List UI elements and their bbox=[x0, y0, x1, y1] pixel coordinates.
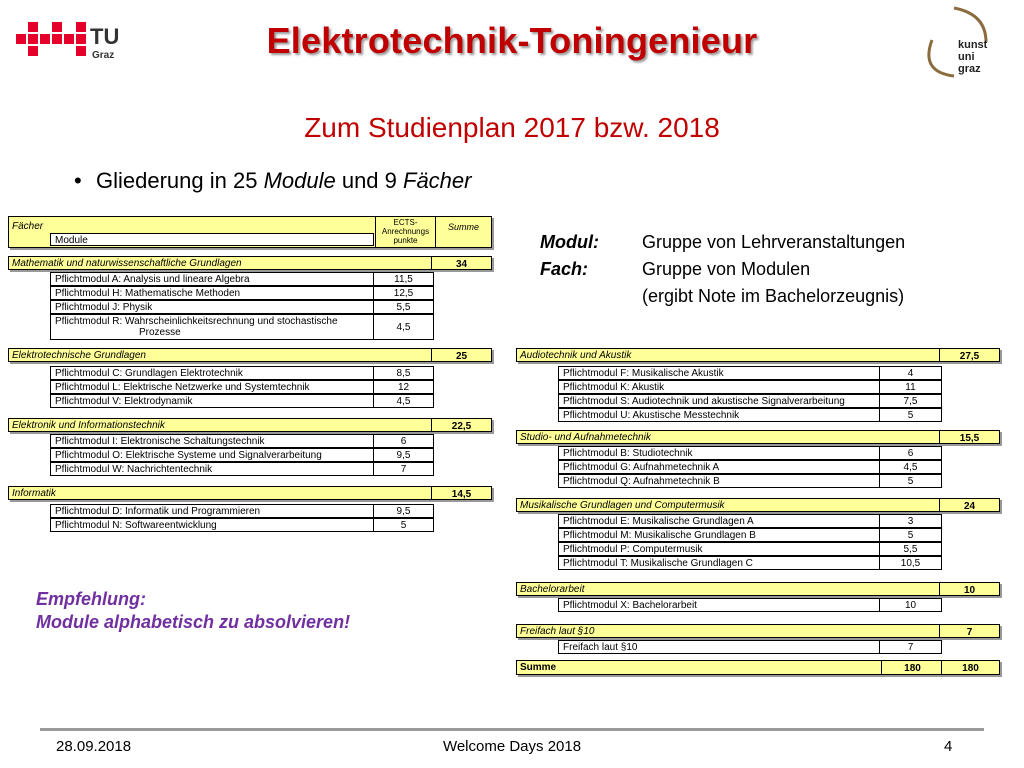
fach-header bbox=[8, 418, 492, 432]
fach-name: Audiotechnik und Akustik bbox=[520, 350, 632, 361]
module-name: Pflichtmodul M: Musikalische Grundlagen B bbox=[563, 530, 756, 541]
module-row bbox=[50, 394, 434, 408]
fach-sum: 25 bbox=[431, 349, 491, 361]
fach-header bbox=[516, 430, 1000, 444]
module-name: Pflichtmodul A: Analysis und lineare Algebra bbox=[55, 274, 250, 285]
module-row bbox=[558, 640, 942, 654]
module-ects: 5 bbox=[879, 529, 941, 541]
subtitle: Zum Studienplan 2017 bzw. 2018 bbox=[304, 112, 720, 143]
definition-term-modul: Modul: bbox=[540, 232, 599, 252]
module-ects: 6 bbox=[373, 435, 433, 447]
footer-divider bbox=[40, 728, 984, 731]
module-ects: 10,5 bbox=[879, 557, 941, 569]
header-ects: ECTS-Anrechnungs punkte bbox=[375, 217, 435, 247]
fach-header bbox=[516, 498, 1000, 512]
module-row bbox=[50, 380, 434, 394]
module-name: Pflichtmodul I: Elektronische Schaltungstechnik bbox=[55, 436, 265, 447]
module-row bbox=[558, 460, 942, 474]
fach-sum: 7 bbox=[939, 625, 999, 637]
total-label: Summe bbox=[520, 662, 557, 673]
module-ects: 9,5 bbox=[373, 449, 433, 461]
module-name: Pflichtmodul D: Informatik und Programmieren bbox=[55, 506, 261, 517]
bullet-point bbox=[74, 168, 471, 194]
module-row bbox=[558, 366, 942, 380]
module-row bbox=[50, 518, 434, 532]
fach-header bbox=[8, 486, 492, 500]
module-ects: 5,5 bbox=[373, 301, 433, 313]
module-name: Pflichtmodul E: Musikalische Grundlagen A bbox=[563, 516, 754, 527]
module-ects: 5,5 bbox=[879, 543, 941, 555]
module-ects: 12,5 bbox=[373, 287, 433, 299]
fach-name: Musikalische Grundlagen und Computermusik bbox=[520, 500, 725, 511]
module-name: Pflichtmodul W: Nachrichtentechnik bbox=[55, 464, 213, 475]
kunstuni-graz-logo bbox=[914, 4, 1014, 78]
fach-name: Elektrotechnische Grundlagen bbox=[12, 350, 146, 361]
module-row bbox=[558, 528, 942, 542]
bullet-text-2: und 9 bbox=[335, 168, 403, 193]
fach-sum: 27,5 bbox=[939, 349, 999, 361]
fach-header bbox=[8, 256, 492, 270]
module-row bbox=[558, 394, 942, 408]
module-name: Pflichtmodul N: Softwareentwicklung bbox=[55, 520, 217, 531]
bullet-em-module: Module bbox=[263, 168, 336, 193]
fach-name: Informatik bbox=[12, 488, 56, 499]
fach-sum: 15,5 bbox=[939, 431, 999, 443]
module-name-continued: Prozesse bbox=[139, 327, 181, 338]
module-name: Pflichtmodul R: Wahrscheinlichkeitsrechnung und stochastische bbox=[55, 316, 338, 327]
module-ects: 4 bbox=[879, 367, 941, 379]
module-name: Pflichtmodul O: Elektrische Systeme und Signalverarbeitung bbox=[55, 450, 322, 461]
module-name: Pflichtmodul K: Akustik bbox=[563, 382, 665, 393]
module-ects: 7,5 bbox=[879, 395, 941, 407]
tu-logo-text: TU bbox=[90, 24, 120, 49]
module-ects: 4,5 bbox=[373, 315, 433, 339]
fach-name: Elektronik und Informationstechnik bbox=[12, 420, 165, 431]
bullet-text-1: Gliederung in 25 bbox=[96, 168, 264, 193]
fach-sum: 34 bbox=[431, 257, 491, 269]
module-row bbox=[50, 448, 434, 462]
module-ects: 9,5 bbox=[373, 505, 433, 517]
kunst-logo-line1: kunst bbox=[958, 39, 988, 51]
module-ects: 7 bbox=[879, 641, 941, 653]
module-ects: 5 bbox=[879, 409, 941, 421]
header-faecher: Fächer bbox=[12, 221, 44, 232]
module-row bbox=[558, 514, 942, 528]
fach-name: Mathematik und naturwissenschaftliche Grundlagen bbox=[12, 258, 242, 269]
fach-sum: 10 bbox=[939, 583, 999, 595]
module-ects: 10 bbox=[879, 599, 941, 611]
module-row bbox=[50, 272, 434, 286]
module-row bbox=[50, 300, 434, 314]
kunst-logo-line3: graz bbox=[958, 63, 981, 75]
module-row bbox=[558, 446, 942, 460]
module-row bbox=[558, 598, 942, 612]
module-ects: 3 bbox=[879, 515, 941, 527]
fach-sum: 14,5 bbox=[431, 487, 491, 499]
module-ects: 11 bbox=[879, 381, 941, 393]
footer-page-number: 4 bbox=[944, 738, 953, 755]
module-ects: 8,5 bbox=[373, 367, 433, 379]
definition-fach-note: (ergibt Note im Bachelorzeugnis) bbox=[642, 286, 905, 306]
bullet-em-faecher: Fächer bbox=[403, 168, 472, 193]
recommendation bbox=[36, 588, 350, 634]
definition-term-fach: Fach: bbox=[540, 259, 589, 279]
module-row bbox=[50, 286, 434, 300]
module-name: Pflichtmodul C: Grundlagen Elektrotechnik bbox=[55, 368, 243, 379]
module-ects: 4,5 bbox=[373, 395, 433, 407]
module-name: Pflichtmodul B: Studiotechnik bbox=[563, 448, 693, 459]
total-sum: 180 bbox=[941, 661, 999, 674]
header-module: Module bbox=[55, 235, 88, 246]
module-name: Pflichtmodul J: Physik bbox=[55, 302, 153, 313]
tu-logo-subtext: Graz bbox=[92, 50, 115, 61]
module-name: Pflichtmodul H: Mathematische Methoden bbox=[55, 288, 241, 299]
fach-sum: 24 bbox=[939, 499, 999, 511]
module-ects: 7 bbox=[373, 463, 433, 475]
module-name: Pflichtmodul F: Musikalische Akustik bbox=[563, 368, 724, 379]
module-ects: 6 bbox=[879, 447, 941, 459]
module-row bbox=[50, 314, 434, 340]
total-row bbox=[516, 660, 1000, 675]
definition-text-modul: Gruppe von Lehrveranstaltungen bbox=[642, 232, 906, 252]
module-name: Pflichtmodul X: Bachelorarbeit bbox=[563, 600, 697, 611]
page-title: Elektrotechnik-Toningenieur bbox=[266, 20, 758, 61]
module-ects: 4,5 bbox=[879, 461, 941, 473]
module-ects: 11,5 bbox=[373, 273, 433, 285]
header-summe: Summe bbox=[435, 217, 491, 247]
bullet-dot: • bbox=[74, 168, 82, 193]
module-row bbox=[50, 366, 434, 380]
fach-header bbox=[8, 348, 492, 362]
module-ects: 12 bbox=[373, 381, 433, 393]
total-ects: 180 bbox=[881, 661, 943, 674]
module-row bbox=[558, 474, 942, 488]
module-name: Pflichtmodul T: Musikalische Grundlagen C bbox=[563, 558, 753, 569]
module-row bbox=[50, 462, 434, 476]
footer-event: Welcome Days 2018 bbox=[442, 738, 582, 755]
definition-text-fach: Gruppe von Modulen bbox=[642, 259, 811, 279]
module-row bbox=[558, 380, 942, 394]
module-name: Pflichtmodul U: Akustische Messtechnik bbox=[563, 410, 740, 421]
definition-fach bbox=[540, 259, 810, 280]
header-module-row bbox=[50, 233, 374, 246]
definition-modul bbox=[540, 232, 905, 253]
recommendation-text: Module alphabetisch zu absolvieren! bbox=[36, 612, 351, 632]
footer-date: 28.09.2018 bbox=[56, 738, 132, 755]
module-name: Pflichtmodul L: Elektrische Netzwerke und Systemtechnik bbox=[55, 382, 310, 393]
module-ects: 5 bbox=[879, 475, 941, 487]
recommendation-title: Empfehlung: bbox=[36, 589, 146, 609]
fach-sum: 22,5 bbox=[431, 419, 491, 431]
module-row bbox=[558, 408, 942, 422]
fach-header bbox=[516, 624, 1000, 638]
module-ects: 5 bbox=[373, 519, 433, 531]
module-row bbox=[50, 434, 434, 448]
module-name: Pflichtmodul V: Elektrodynamik bbox=[55, 396, 193, 407]
module-name: Pflichtmodul P: Computermusik bbox=[563, 544, 703, 555]
module-row bbox=[558, 556, 942, 570]
module-row bbox=[50, 504, 434, 518]
fach-name: Freifach laut §10 bbox=[520, 626, 595, 637]
module-name: Pflichtmodul S: Audiotechnik und akustische Signalverarbeitung bbox=[563, 396, 845, 407]
module-name: Pflichtmodul G: Aufnahmetechnik A bbox=[563, 462, 720, 473]
module-row bbox=[558, 542, 942, 556]
fach-header bbox=[516, 582, 1000, 596]
module-name: Pflichtmodul Q: Aufnahmetechnik B bbox=[563, 476, 720, 487]
fach-name: Studio- und Aufnahmetechnik bbox=[520, 432, 651, 443]
kunst-logo-line2: uni bbox=[958, 51, 975, 63]
fach-name: Bachelorarbeit bbox=[520, 584, 585, 595]
module-name: Freifach laut §10 bbox=[563, 642, 638, 653]
fach-header bbox=[516, 348, 1000, 362]
